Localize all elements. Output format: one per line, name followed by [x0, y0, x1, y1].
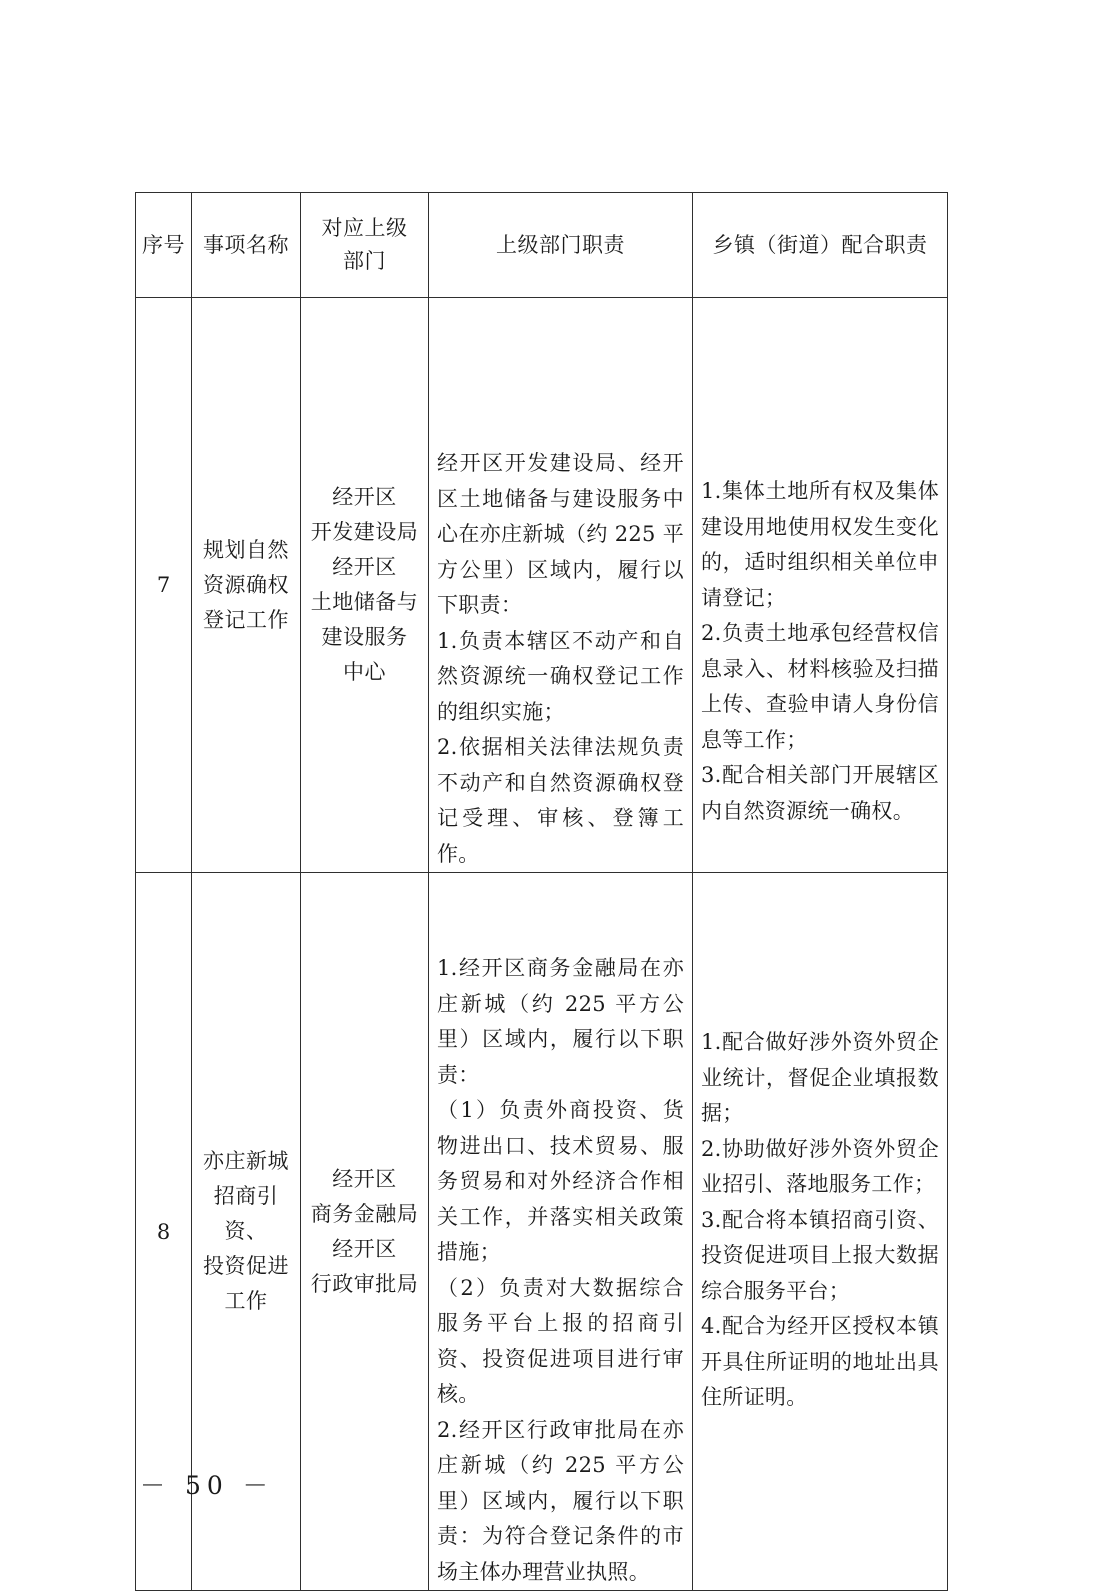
table-header-row [136, 193, 948, 298]
responsibility-table [135, 192, 948, 1591]
cell-upper-duty [429, 298, 693, 873]
cell-index: 7 [136, 298, 192, 873]
header-cell-coop-duty: 乡镇（街道）配合职责 [693, 193, 948, 298]
coop-duty-text: 1.配合做好涉外资外贸企业统计，督促企业填报数据； 2.协助做好涉外资外贸企业招引、落地服务工作； 3.配合将本镇招商引资、投资促进项目上报大数据综合服务平台； 4.配合为经开区授权本镇开具住所证明的地址出具住所证明。 [701, 1030, 939, 1409]
header-cell-upper-dept: 对应上级部门 [301, 193, 429, 298]
header-cell-upper-duty: 上级部门职责 [429, 193, 693, 298]
cell-index: 8 [136, 873, 192, 1591]
cell-item-name: 规划自然 资源确权 登记工作 [192, 298, 301, 873]
cell-coop-duty [693, 298, 948, 873]
header-cell-item-name: 事项名称 [192, 193, 301, 298]
table-row [136, 298, 948, 873]
cell-upper-dept: 经开区 开发建设局 经开区 土地储备与 建设服务 中心 [301, 298, 429, 873]
cell-item-name: 亦庄新城 招商引资、 投资促进 工作 [192, 873, 301, 1591]
coop-duty-text: 1.集体土地所有权及集体建设用地使用权发生变化的，适时组织相关单位申请登记； 2.负责土地承包经营权信息录入、材料核验及扫描上传、查验申请人身份信息等工作； 3.配合相关部门开展辖区内自然资源统一确权。 [701, 479, 939, 823]
cell-upper-duty [429, 873, 693, 1591]
upper-duty-text: 经开区开发建设局、经开区土地储备与建设服务中心在亦庄新城（约 225 平方公里）区域内，履行以下职责： 1.负责本辖区不动产和自然资源统一确权登记工作的组织实施； 2.依据相关法律法规负责不动产和自然资源确权登记受理、审核、登簿工作。 [437, 451, 684, 866]
cell-upper-dept: 经开区 商务金融局 经开区 行政审批局 [301, 873, 429, 1591]
header-cell-index: 序号 [136, 193, 192, 298]
page-number: － 50 － [140, 1471, 274, 1500]
upper-duty-text: 1.经开区商务金融局在亦庄新城（约 225 平方公里）区域内，履行以下职责： （1）负责外商投资、货物进出口、技术贸易、服务贸易和对外经济合作相关工作，并落实相关政策措施； （2）负责对大数据综合服务平台上报的招商引资、投资促进项目进行审核。 2.经开区行政审批局在亦庄新城（约 225 平方公里）区域内，履行以下职责：为符合登记条件的市场主体办理营业执照。 [437, 956, 684, 1584]
cell-coop-duty [693, 873, 948, 1591]
